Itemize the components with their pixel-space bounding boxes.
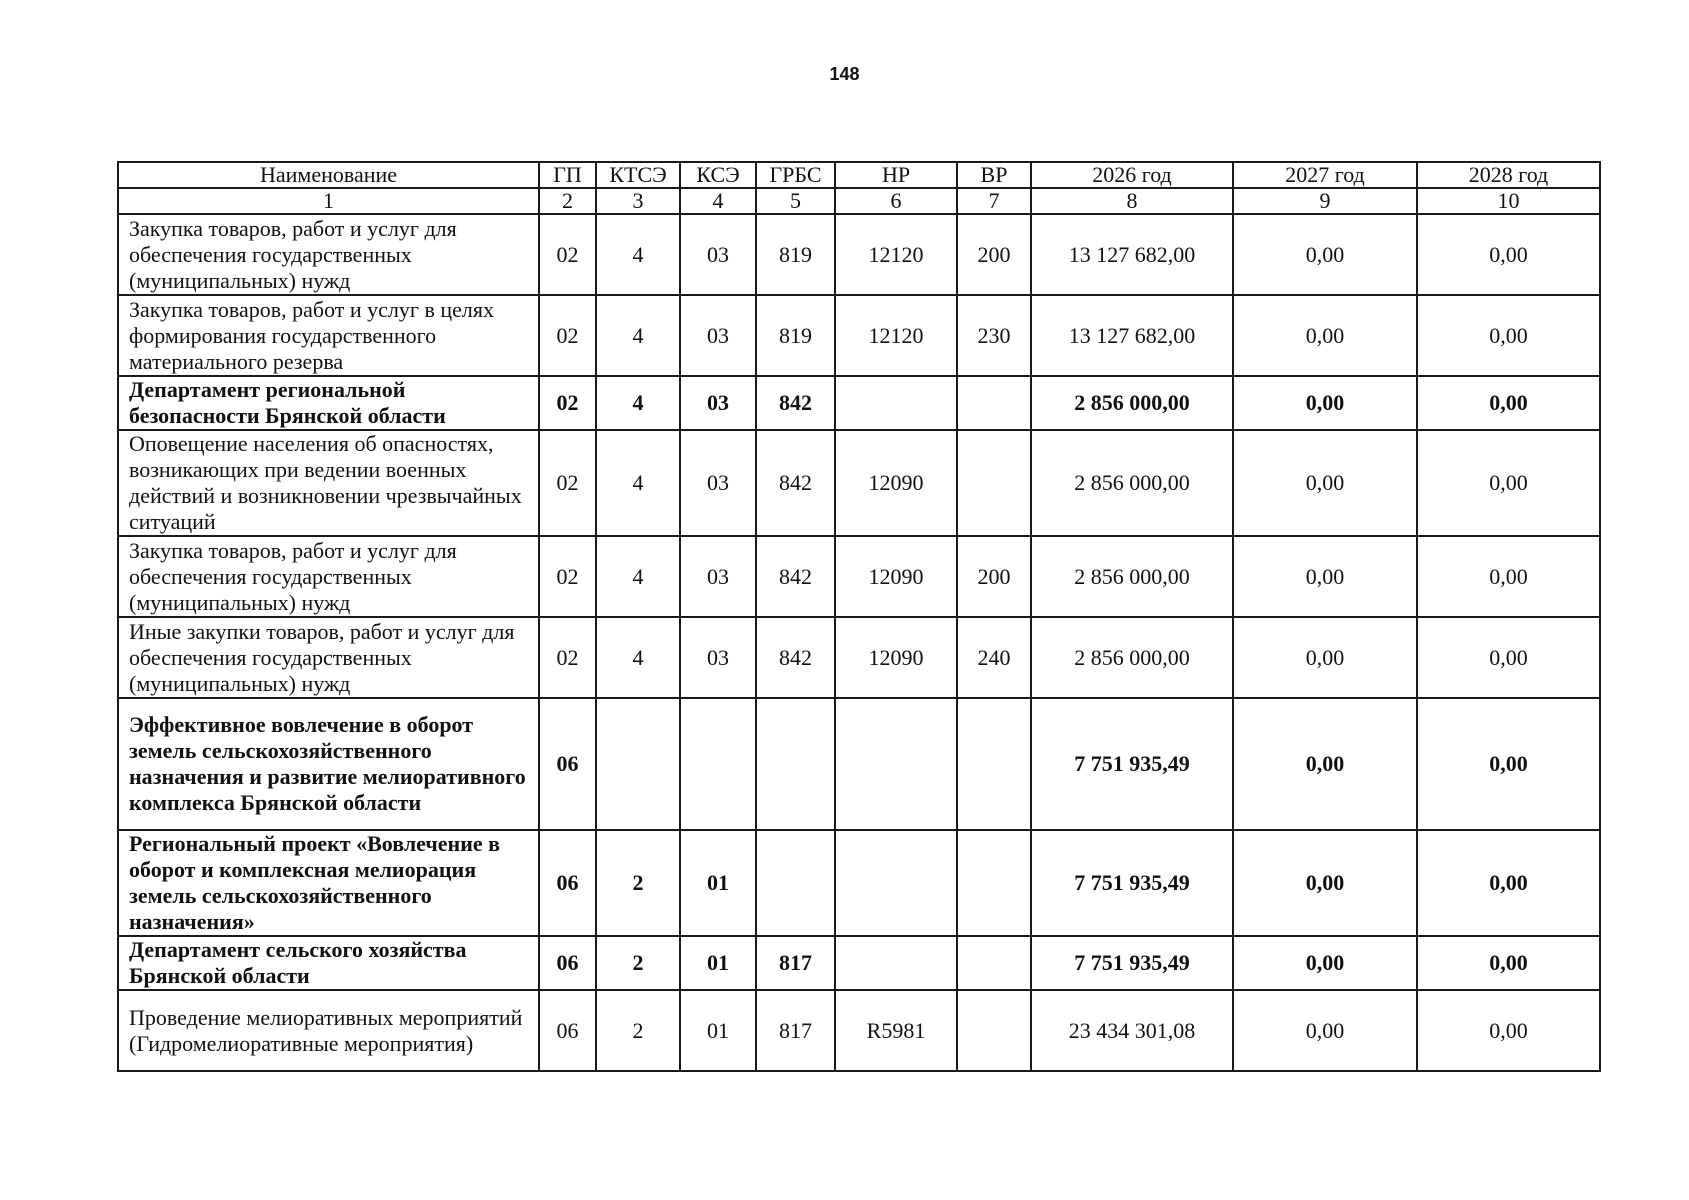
row-name: Проведение мелиоративных мероприятий (Гидромелиоративные мероприятия) (118, 990, 539, 1071)
cell-gp: 06 (539, 936, 596, 990)
cell-kse: 03 (680, 617, 756, 698)
cell-grbs: 842 (756, 430, 835, 536)
table-row (118, 295, 1600, 376)
cell-kse: 01 (680, 990, 756, 1071)
table-row (118, 698, 1600, 830)
cell-ktse: 4 (596, 376, 680, 430)
cell-gp: 06 (539, 698, 596, 830)
column-number: 9 (1233, 188, 1417, 214)
cell-gp: 06 (539, 990, 596, 1071)
cell-2026: 13 127 682,00 (1031, 214, 1233, 295)
table-row (118, 430, 1600, 536)
table-row (118, 376, 1600, 430)
page-number: 148 (829, 64, 860, 84)
cell-grbs: 817 (756, 990, 835, 1071)
table-row (118, 830, 1600, 936)
cell-2027: 0,00 (1233, 376, 1417, 430)
cell-ktse: 4 (596, 536, 680, 617)
table-row (118, 536, 1600, 617)
header-nr: НР (835, 162, 957, 188)
cell-nr: 12090 (835, 617, 957, 698)
cell-gp: 02 (539, 536, 596, 617)
cell-ktse: 2 (596, 830, 680, 936)
cell-ktse: 4 (596, 430, 680, 536)
cell-grbs: 842 (756, 536, 835, 617)
cell-2026: 23 434 301,08 (1031, 990, 1233, 1071)
cell-2026: 13 127 682,00 (1031, 295, 1233, 376)
cell-2028: 0,00 (1417, 936, 1600, 990)
cell-gp: 06 (539, 830, 596, 936)
column-number: 3 (596, 188, 680, 214)
column-number: 8 (1031, 188, 1233, 214)
cell-kse: 03 (680, 214, 756, 295)
cell-vr (957, 698, 1031, 830)
cell-gp: 02 (539, 376, 596, 430)
cell-2027: 0,00 (1233, 617, 1417, 698)
cell-kse: 03 (680, 376, 756, 430)
cell-2027: 0,00 (1233, 214, 1417, 295)
cell-2028: 0,00 (1417, 376, 1600, 430)
column-number: 5 (756, 188, 835, 214)
cell-2028: 0,00 (1417, 830, 1600, 936)
cell-nr: 12120 (835, 214, 957, 295)
header-ktse: КТСЭ (596, 162, 680, 188)
column-number: 2 (539, 188, 596, 214)
cell-2027: 0,00 (1233, 990, 1417, 1071)
cell-gp: 02 (539, 430, 596, 536)
cell-nr: 12090 (835, 536, 957, 617)
cell-kse (680, 698, 756, 830)
cell-grbs (756, 698, 835, 830)
row-name: Департамент региональной безопасности Брянской области (118, 376, 539, 430)
row-name: Закупка товаров, работ и услуг для обеспечения государственных (муниципальных) нужд (118, 536, 539, 617)
cell-grbs: 842 (756, 376, 835, 430)
cell-nr (835, 830, 957, 936)
cell-vr: 200 (957, 536, 1031, 617)
column-number: 7 (957, 188, 1031, 214)
cell-nr: R5981 (835, 990, 957, 1071)
cell-grbs: 842 (756, 617, 835, 698)
header-gp: ГП (539, 162, 596, 188)
row-name: Закупка товаров, работ и услуг для обеспечения государственных (муниципальных) нужд (118, 214, 539, 295)
cell-2028: 0,00 (1417, 990, 1600, 1071)
cell-2026: 7 751 935,49 (1031, 830, 1233, 936)
row-name: Иные закупки товаров, работ и услуг для обеспечения государственных (муниципальных) нужд (118, 617, 539, 698)
column-number: 10 (1417, 188, 1600, 214)
cell-2026: 7 751 935,49 (1031, 936, 1233, 990)
cell-kse: 01 (680, 936, 756, 990)
cell-gp: 02 (539, 295, 596, 376)
cell-vr (957, 990, 1031, 1071)
cell-gp: 02 (539, 617, 596, 698)
cell-nr (835, 936, 957, 990)
cell-ktse: 2 (596, 936, 680, 990)
cell-ktse: 4 (596, 295, 680, 376)
cell-2026: 7 751 935,49 (1031, 698, 1233, 830)
cell-2028: 0,00 (1417, 430, 1600, 536)
cell-2027: 0,00 (1233, 698, 1417, 830)
cell-kse: 03 (680, 295, 756, 376)
header-row (118, 162, 1600, 188)
column-number-row (118, 188, 1600, 214)
cell-2028: 0,00 (1417, 295, 1600, 376)
column-number: 6 (835, 188, 957, 214)
cell-kse: 03 (680, 430, 756, 536)
header-2027: 2027 год (1233, 162, 1417, 188)
cell-2026: 2 856 000,00 (1031, 376, 1233, 430)
cell-nr (835, 376, 957, 430)
cell-grbs (756, 830, 835, 936)
cell-vr: 200 (957, 214, 1031, 295)
cell-2028: 0,00 (1417, 698, 1600, 830)
column-number: 1 (118, 188, 539, 214)
row-name: Оповещение населения об опасностях, возникающих при ведении военных действий и возникновении чрезвычайных ситуаций (118, 430, 539, 536)
header-grbs: ГРБС (756, 162, 835, 188)
cell-grbs: 819 (756, 214, 835, 295)
cell-vr: 230 (957, 295, 1031, 376)
row-name: Региональный проект «Вовлечение в оборот и комплексная мелиорация земель сельскохозяйственного назначения» (118, 830, 539, 936)
cell-grbs: 819 (756, 295, 835, 376)
header-2026: 2026 год (1031, 162, 1233, 188)
cell-ktse (596, 698, 680, 830)
cell-vr (957, 376, 1031, 430)
cell-2027: 0,00 (1233, 295, 1417, 376)
cell-2026: 2 856 000,00 (1031, 430, 1233, 536)
cell-ktse: 4 (596, 617, 680, 698)
cell-2026: 2 856 000,00 (1031, 617, 1233, 698)
cell-nr (835, 698, 957, 830)
cell-2027: 0,00 (1233, 430, 1417, 536)
cell-vr: 240 (957, 617, 1031, 698)
cell-2028: 0,00 (1417, 536, 1600, 617)
budget-table (117, 161, 1601, 1072)
cell-2026: 2 856 000,00 (1031, 536, 1233, 617)
cell-ktse: 4 (596, 214, 680, 295)
cell-2027: 0,00 (1233, 936, 1417, 990)
cell-kse: 01 (680, 830, 756, 936)
table-row (118, 990, 1600, 1071)
cell-vr (957, 830, 1031, 936)
row-name: Эффективное вовлечение в оборот земель сельскохозяйственного назначения и развитие мелиоративного комплекса Брянской области (118, 698, 539, 830)
cell-gp: 02 (539, 214, 596, 295)
table-row (118, 214, 1600, 295)
table-row (118, 936, 1600, 990)
row-name: Закупка товаров, работ и услуг в целях формирования государственного материального резерва (118, 295, 539, 376)
cell-nr: 12090 (835, 430, 957, 536)
cell-nr: 12120 (835, 295, 957, 376)
header-kse: КСЭ (680, 162, 756, 188)
header-2028: 2028 год (1417, 162, 1600, 188)
cell-2027: 0,00 (1233, 830, 1417, 936)
header-vr: ВР (957, 162, 1031, 188)
cell-kse: 03 (680, 536, 756, 617)
row-name: Департамент сельского хозяйства Брянской области (118, 936, 539, 990)
cell-vr (957, 430, 1031, 536)
cell-2027: 0,00 (1233, 536, 1417, 617)
cell-ktse: 2 (596, 990, 680, 1071)
column-number: 4 (680, 188, 756, 214)
header-name: Наименование (118, 162, 539, 188)
cell-grbs: 817 (756, 936, 835, 990)
cell-2028: 0,00 (1417, 617, 1600, 698)
cell-vr (957, 936, 1031, 990)
cell-2028: 0,00 (1417, 214, 1600, 295)
table-row (118, 617, 1600, 698)
